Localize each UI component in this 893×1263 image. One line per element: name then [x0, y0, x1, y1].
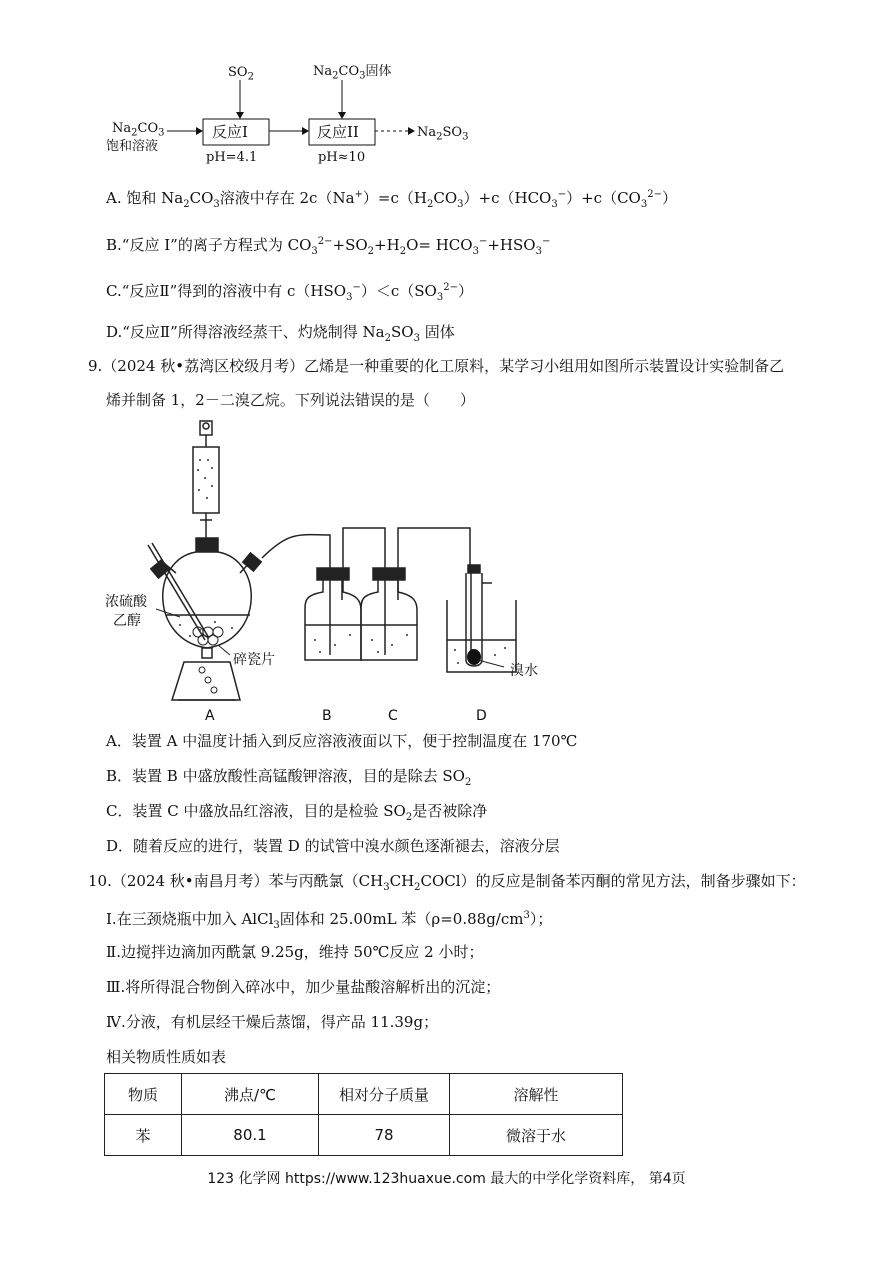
- q9-option-d: D．随着反应的进行，装置 D 的试管中溴水颜色逐渐褪去，溶液分层: [106, 837, 560, 855]
- q9-option-a: A．装置 A 中温度计插入到反应溶液液面以下，便于控制温度在 170℃: [106, 732, 578, 750]
- table-cell: 苯: [105, 1115, 182, 1156]
- table-cell: 微溶于水: [450, 1115, 623, 1156]
- label-apparatus-c: C: [388, 708, 398, 724]
- label-ethanol: 乙醇: [113, 613, 141, 629]
- na2co3-solid-label: $Na_2CO_3$固体: [313, 64, 392, 82]
- product-label: $Na_2SO_3$: [417, 125, 469, 143]
- q9-option-c: C．装置 C 中盛放品红溶液，目的是检验 $SO_2$是否被除净: [106, 802, 488, 823]
- q9-stem-line2: 烯并制备 1，2－二溴乙烷。下列说法错误的是（ ）: [106, 391, 475, 409]
- reaction2-box: 反应II: [317, 123, 359, 141]
- q10-table-caption: 相关物质性质如表: [106, 1048, 227, 1066]
- q8-option-c: C.“反应Ⅱ”得到的溶液中有 $c(HSO_3^-)<c(SO_3^{2-})$: [106, 282, 473, 303]
- q9-option-b: B．装置 B 中盛放酸性高锰酸钾溶液，目的是除去 $SO_2$: [106, 767, 472, 788]
- table-header-cell: 沸点/℃: [182, 1074, 319, 1115]
- label-porcelain-chips: 碎瓷片: [233, 652, 275, 668]
- label-apparatus-b: B: [322, 708, 332, 724]
- table-header-cell: 物质: [105, 1074, 182, 1115]
- table-header-cell: 相对分子质量: [319, 1074, 450, 1115]
- q8-option-d: D.“反应Ⅱ”所得溶液经蒸干、灼烧制得 $Na_2SO_3$ 固体: [106, 323, 455, 344]
- q10-step-4: Ⅳ.分液，有机层经干燥后蒸馏，得产品 11.39g；: [106, 1013, 439, 1031]
- page-footer: 123 化学网 https://www.123huaxue.com 最大的中学化学资料库， 第4页: [207, 1171, 686, 1187]
- start-formula: $Na_2CO_3$: [112, 121, 165, 139]
- start-solution-label: 饱和溶液: [106, 139, 159, 154]
- so2-label: $SO_2$: [228, 65, 254, 83]
- ph1-label: pH=4.1: [206, 150, 258, 165]
- table-header-row: [105, 1074, 623, 1115]
- ph2-label: pH≈10: [318, 150, 366, 165]
- table-header-cell: 溶解性: [450, 1074, 623, 1115]
- label-bromine-water: 溴水: [510, 663, 538, 679]
- q10-step-3: Ⅲ.将所得混合物倒入碎冰中，加少量盐酸溶解析出的沉淀；: [106, 978, 501, 996]
- table-cell: 78: [319, 1115, 450, 1156]
- table-row: [105, 1115, 623, 1156]
- label-apparatus-a: A: [205, 708, 215, 724]
- properties-table: [104, 1073, 623, 1156]
- q10-step-1: Ⅰ.在三颈烧瓶中加入 AlCl$_3$固体和 25.00mL 苯$(\rho=0.88g/cm^3)$；: [106, 910, 553, 931]
- label-apparatus-d: D: [476, 708, 487, 724]
- table-cell: 80.1: [182, 1115, 319, 1156]
- q8-option-a: A. 饱和 $Na_2CO_3$溶液中存在 $2c(Na^+)=c(H_2CO_3)+c(HCO_3^-)+c(CO_3^{2-})$: [106, 189, 677, 210]
- q10-stem: 10.（2024 秋•南昌月考）苯与丙酰氯$(CH_3CH_2COCl)$的反应是制备苯丙酮的常见方法，制备步骤如下：: [88, 872, 806, 893]
- q8-option-b: B.“反应 I”的离子方程式为 $CO_3^{2-}+SO_2+H_2O= HCO_3^-+HSO_3^-$: [106, 236, 551, 257]
- q10-step-2: Ⅱ.边搅拌边滴加丙酰氯 9.25g，维持 50℃反应 2 小时；: [106, 943, 484, 961]
- label-conc-sulfuric-acid: 浓硫酸: [105, 594, 147, 610]
- reaction1-box: 反应I: [212, 123, 248, 141]
- q9-stem-line1: 9.（2024 秋•荔湾区校级月考）乙烯是一种重要的化工原料，某学习小组用如图所示装置设计实验制备乙: [88, 357, 785, 375]
